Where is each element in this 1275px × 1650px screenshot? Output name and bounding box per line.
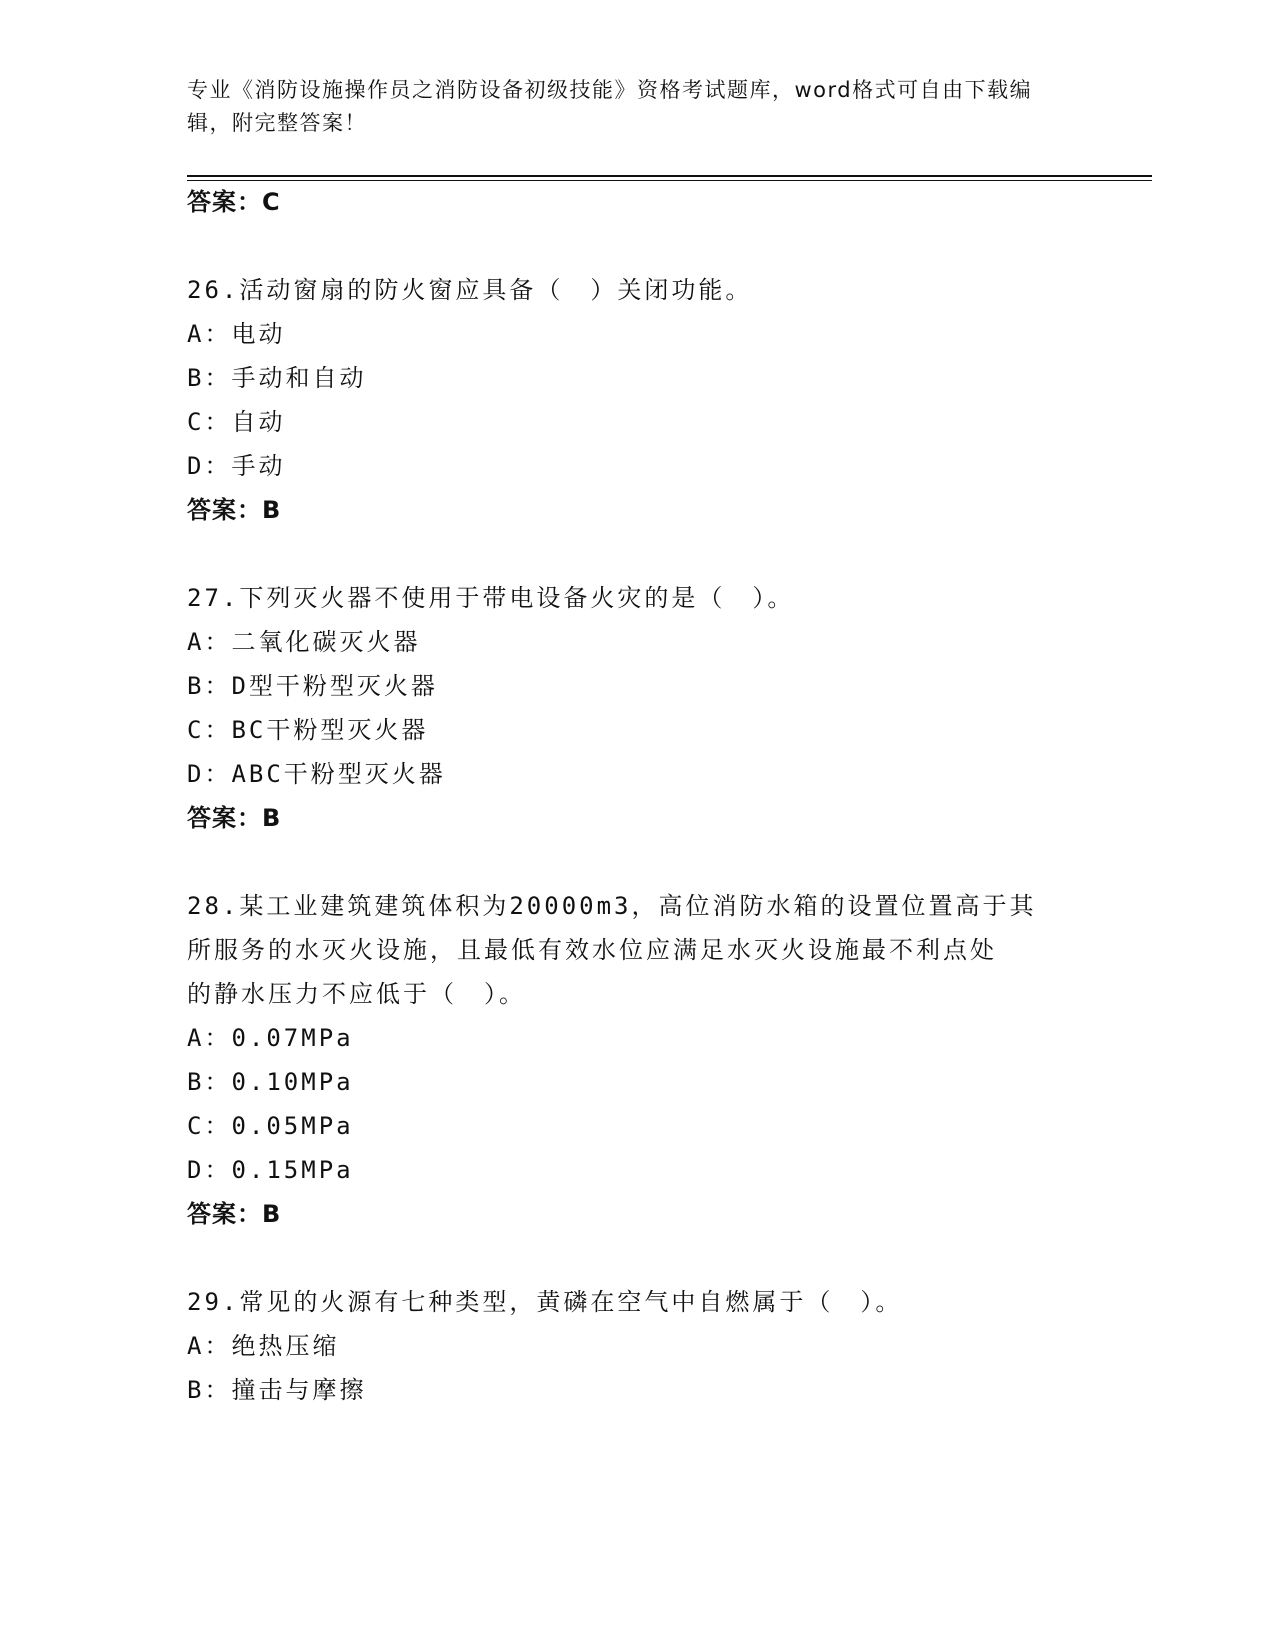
- question-27-option-d: D：ABC干粉型灭火器: [187, 760, 446, 788]
- question-26-option-b: B：手动和自动: [187, 364, 367, 392]
- question-28-option-b: B：0.10MPa: [187, 1068, 354, 1096]
- question-28-stem-line-3: 的静水压力不应低于（ ）。: [187, 980, 526, 1008]
- answer-25: 答案：C: [187, 188, 281, 216]
- document-header: 专业《消防设施操作员之消防设备初级技能》资格考试题库，word格式可自由下载编辑，附完整答案！: [187, 78, 1033, 135]
- question-28-stem-line-1: 28.某工业建筑建筑体积为20000m3，高位消防水箱的设置位置高于其: [187, 892, 1037, 920]
- question-28-stem-line-2: 所服务的水灭火设施，且最低有效水位应满足水灭火设施最不利点处: [187, 936, 997, 964]
- question-29-option-a: A：绝热压缩: [187, 1332, 340, 1360]
- question-26-stem: 26.活动窗扇的防火窗应具备（ ）关闭功能。: [187, 276, 753, 304]
- question-28-answer: 答案：B: [187, 1200, 282, 1228]
- question-27-option-a: A：二氧化碳灭火器: [187, 628, 421, 656]
- question-28-option-c: C：0.05MPa: [187, 1112, 354, 1140]
- question-28-option-a: A：0.07MPa: [187, 1024, 354, 1052]
- question-26-option-d: D：手动: [187, 452, 286, 480]
- question-27-answer: 答案：B: [187, 804, 282, 832]
- question-29-stem: 29.常见的火源有七种类型，黄磷在空气中自燃属于（ ）。: [187, 1288, 903, 1316]
- question-26-option-a: A：电动: [187, 320, 286, 348]
- question-27-option-b: B：D型干粉型灭火器: [187, 672, 438, 700]
- header-divider-thin: [187, 180, 1152, 181]
- question-26-option-c: C：自动: [187, 408, 286, 436]
- question-29-option-b: B：撞击与摩擦: [187, 1376, 367, 1404]
- header-divider-thick: [187, 175, 1152, 177]
- question-26-answer: 答案：B: [187, 496, 282, 524]
- question-27-stem: 27.下列灭火器不使用于带电设备火灾的是（ ）。: [187, 584, 795, 612]
- question-28-option-d: D：0.15MPa: [187, 1156, 354, 1184]
- question-27-option-c: C：BC干粉型灭火器: [187, 716, 429, 744]
